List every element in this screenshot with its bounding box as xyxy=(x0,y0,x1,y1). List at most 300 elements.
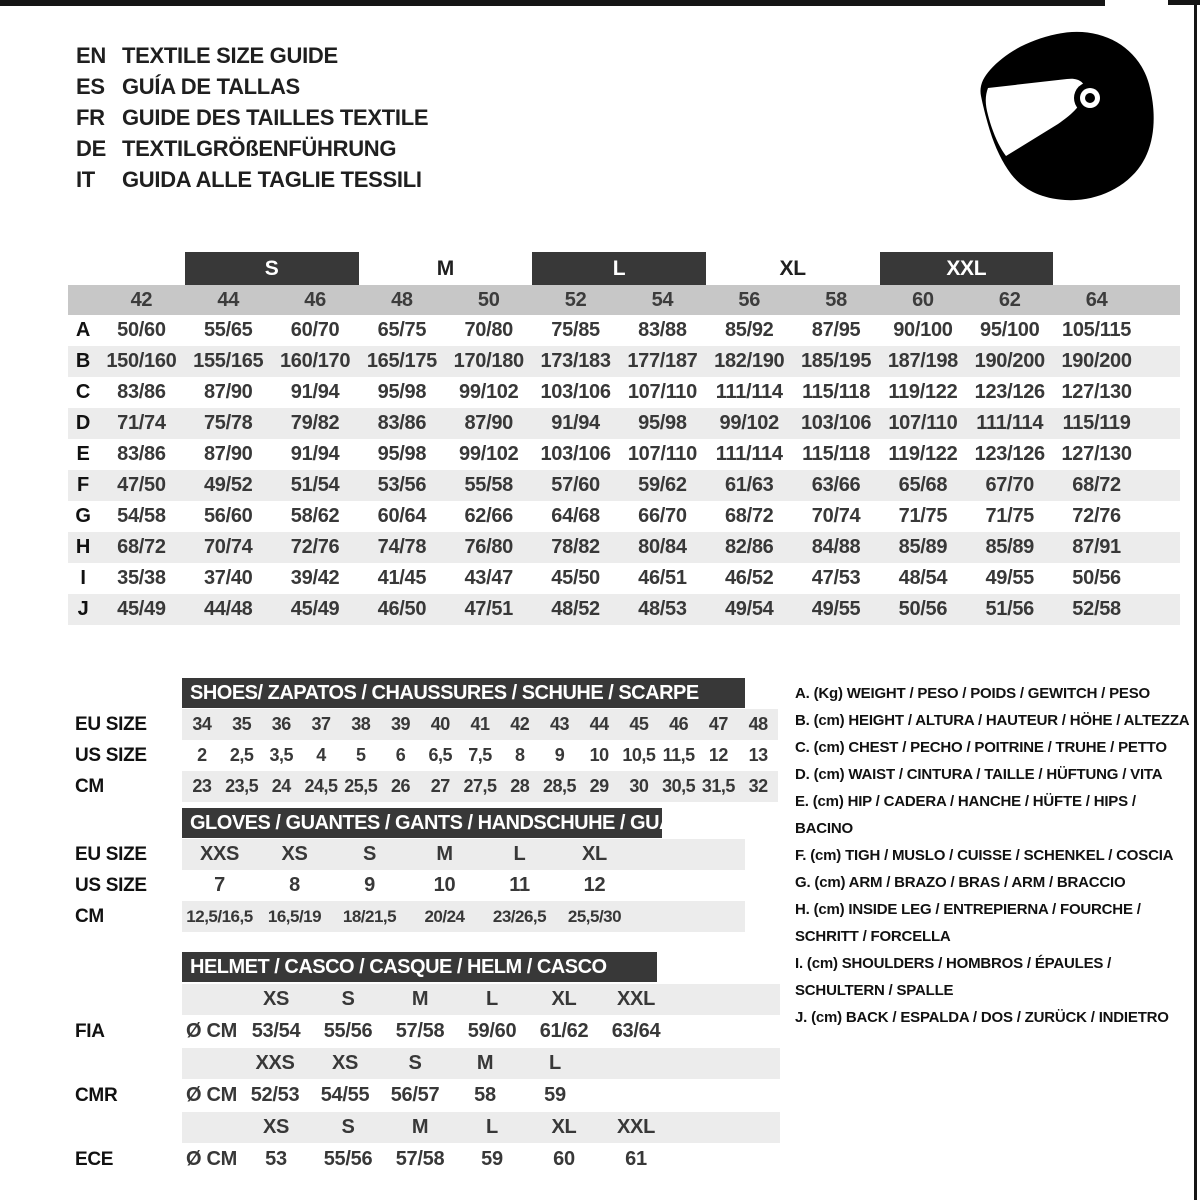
glove-size-cell: 8 xyxy=(289,874,300,896)
measurement-cell: 70/74 xyxy=(203,536,253,558)
gloves-us-size-label: US SIZE xyxy=(75,874,147,896)
shoes-us-row xyxy=(182,740,778,771)
shoe-size-cell: 30,5 xyxy=(662,776,696,796)
measurement-cell: 46/50 xyxy=(377,598,427,620)
glove-size-cell: 20/24 xyxy=(424,906,465,926)
helmet-size-cell: XL xyxy=(551,1116,577,1138)
measurement-cell: 67/70 xyxy=(985,474,1035,496)
shoes-cm-label: CM xyxy=(75,775,104,797)
measurement-rows xyxy=(68,315,1180,625)
measurement-cell: 66/70 xyxy=(638,505,687,527)
row-cells xyxy=(98,408,1140,439)
helmet-value-cell: 57/58 xyxy=(395,1020,445,1042)
helmet-ece-sizes-row xyxy=(182,1112,780,1143)
glove-size-cell: S xyxy=(362,843,377,865)
measurement-cell: 52/58 xyxy=(1072,598,1121,620)
language-code: ES xyxy=(76,74,105,99)
measurement-cell: 127/130 xyxy=(1061,443,1132,465)
glove-size-cell: 25,5/30 xyxy=(567,906,622,926)
fia-standard-label: FIA xyxy=(75,1020,105,1042)
guide-title: GUIDE DES TAILLES TEXTILE xyxy=(122,105,429,130)
measurement-cell: 60/70 xyxy=(290,319,340,341)
shoe-size-cell: 43 xyxy=(549,714,569,734)
measurement-cell: 58/62 xyxy=(290,505,340,527)
shoe-size-cell: 24,5 xyxy=(304,776,338,796)
measurement-cell: 71/75 xyxy=(985,505,1035,527)
shoe-size-cell: 7,5 xyxy=(468,745,492,765)
legend-item: B. (cm) HEIGHT / ALTURA / HAUTEUR / HÖHE / ALTEZZA xyxy=(795,712,1190,729)
gloves-section-title: GLOVES / GUANTES / GANTS / HANDSCHUHE / GUANTI xyxy=(182,808,662,838)
helmet-size-cell: XXL xyxy=(617,1116,655,1138)
size-number: 48 xyxy=(391,288,413,311)
measurement-cell: 62/66 xyxy=(464,505,514,527)
shoes-eu-row xyxy=(182,709,778,740)
measurement-cell: 72/76 xyxy=(1072,505,1121,527)
measurement-cell: 55/65 xyxy=(203,319,253,341)
shoe-size-cell: 25,5 xyxy=(344,776,378,796)
row-label: A xyxy=(75,319,91,341)
measurement-cell: 48/52 xyxy=(551,598,600,620)
shoe-size-cell: 37 xyxy=(311,714,331,734)
racing-helmet-icon xyxy=(975,28,1160,208)
size-number: 64 xyxy=(1085,288,1108,311)
language-row xyxy=(76,102,428,133)
measurement-cell: 55/58 xyxy=(464,474,514,496)
language-row xyxy=(76,133,428,164)
helmet-value-cell: 56/57 xyxy=(390,1084,440,1106)
size-number: 52 xyxy=(564,288,587,311)
shoe-size-cell: 26 xyxy=(391,776,411,796)
shoe-size-cell: 39 xyxy=(391,714,411,734)
row-cells xyxy=(98,346,1140,377)
measurement-cell: 35/38 xyxy=(117,567,166,589)
measurement-cell: 46/51 xyxy=(638,567,687,589)
fia-size-cells xyxy=(240,984,780,1015)
ece-value-cells xyxy=(240,1144,780,1175)
helmet-size-cell: L xyxy=(486,1116,498,1138)
measurement-cell: 87/90 xyxy=(203,443,253,465)
measurement-cell: 115/118 xyxy=(802,381,871,403)
shoe-size-cell: 12 xyxy=(708,745,728,765)
measurement-cell: 75/78 xyxy=(203,412,253,434)
measurement-cell: 91/94 xyxy=(290,443,340,465)
size-group-m: M xyxy=(436,256,454,280)
measurement-cell: 155/165 xyxy=(193,350,264,372)
helmet-value-cell: 63/64 xyxy=(611,1020,661,1042)
glove-size-cell: 23/26,5 xyxy=(492,906,547,926)
row-label: E xyxy=(76,443,90,465)
language-row xyxy=(76,71,428,102)
measurement-cell: 84/88 xyxy=(811,536,861,558)
row-label: B xyxy=(75,350,91,372)
shoe-size-cell: 28 xyxy=(510,776,530,796)
table-row xyxy=(68,532,1180,563)
measurement-cell: 45/49 xyxy=(290,598,340,620)
measurement-cell: 48/53 xyxy=(638,598,687,620)
table-row xyxy=(68,315,1180,346)
shoe-size-cell: 34 xyxy=(192,714,212,734)
legend-item: G. (cm) ARM / BRAZO / BRAS / ARM / BRACCIO xyxy=(795,874,1126,891)
size-number: 56 xyxy=(738,288,761,311)
measurement-cell: 99/102 xyxy=(719,412,779,434)
gloves-cm-row xyxy=(182,901,745,932)
size-group-l: L xyxy=(532,252,706,285)
measurement-cell: 87/90 xyxy=(203,381,253,403)
gloves-us-cells xyxy=(182,870,745,901)
ece-size-cells xyxy=(240,1112,780,1143)
shoe-size-cell: 6,5 xyxy=(428,745,453,765)
table-row xyxy=(68,563,1180,594)
measurement-cell: 91/94 xyxy=(551,412,600,434)
table-row xyxy=(68,408,1180,439)
shoe-size-cell: 36 xyxy=(271,714,291,734)
shoe-size-cell: 38 xyxy=(351,714,371,734)
measurement-cell: 68/72 xyxy=(117,536,166,558)
row-label: J xyxy=(77,598,89,620)
measurement-cell: 76/80 xyxy=(464,536,514,558)
language-row xyxy=(76,40,428,71)
measurement-cell: 51/56 xyxy=(985,598,1035,620)
glove-size-cell: XL xyxy=(582,843,607,865)
legend-item: A. (Kg) WEIGHT / PESO / POIDS / GEWITCH / PESO xyxy=(795,685,1150,702)
table-row xyxy=(68,594,1180,625)
measurement-cell: 95/98 xyxy=(377,443,427,465)
shoe-size-cell: 10,5 xyxy=(622,745,656,765)
row-cells xyxy=(98,563,1140,594)
table-row xyxy=(68,439,1180,470)
measurement-cell: 119/122 xyxy=(888,381,958,403)
size-group-header xyxy=(68,252,1180,285)
shoes-eu-cells xyxy=(182,709,778,740)
measurement-cell: 190/200 xyxy=(1061,350,1132,372)
shoe-size-cell: 9 xyxy=(554,745,565,765)
measurement-cell: 107/110 xyxy=(627,381,697,403)
gloves-us-row xyxy=(182,870,745,901)
helmet-size-cell: XS xyxy=(331,1052,359,1074)
measurement-cell: 39/42 xyxy=(290,567,340,589)
measurement-cell: 75/85 xyxy=(551,319,600,341)
shoe-size-cell: 8 xyxy=(514,745,525,765)
legend-item: E. (cm) HIP / CADERA / HANCHE / HÜFTE / HIPS / BACINO xyxy=(795,793,1136,837)
measurement-cell: 65/68 xyxy=(898,474,948,496)
helmet-value-cell: 60 xyxy=(553,1148,575,1170)
measurement-cell: 91/94 xyxy=(290,381,340,403)
size-number-cells xyxy=(98,285,1140,315)
shoe-size-cell: 2 xyxy=(197,745,207,765)
shoe-size-cell: 29 xyxy=(589,776,609,796)
shoe-size-cell: 4 xyxy=(316,745,326,765)
measurement-cell: 83/86 xyxy=(117,443,166,465)
helmet-value-cell: 61/62 xyxy=(539,1020,589,1042)
language-code: EN xyxy=(76,43,106,68)
measurement-cell: 103/106 xyxy=(540,443,611,465)
measurement-cell: 44/48 xyxy=(203,598,253,620)
measurement-cell: 111/114 xyxy=(715,381,783,403)
measurement-cell: 87/95 xyxy=(811,319,861,341)
measurement-cell: 107/110 xyxy=(627,443,697,465)
shoe-size-cell: 10 xyxy=(589,745,609,765)
measurement-cell: 80/84 xyxy=(638,536,687,558)
cmr-unit-label: Ø CM xyxy=(186,1084,238,1106)
measurement-legend xyxy=(795,680,1195,1031)
measurement-cell: 71/74 xyxy=(117,412,166,434)
measurement-cell: 63/66 xyxy=(811,474,861,496)
language-title-list xyxy=(76,40,428,195)
measurement-cell: 50/56 xyxy=(1072,567,1121,589)
table-row xyxy=(68,377,1180,408)
table-row xyxy=(68,501,1180,532)
shoe-size-cell: 30 xyxy=(629,776,649,796)
gloves-eu-row xyxy=(182,839,745,870)
measurement-cell: 53/56 xyxy=(377,474,427,496)
guide-title: TEXTILE SIZE GUIDE xyxy=(122,43,338,68)
helmet-ece-values-row xyxy=(182,1144,780,1175)
measurement-cell: 60/64 xyxy=(377,505,427,527)
measurement-cell: 170/180 xyxy=(453,350,524,372)
measurement-cell: 45/50 xyxy=(551,567,600,589)
size-number: 60 xyxy=(912,288,934,311)
measurement-cell: 64/68 xyxy=(551,505,600,527)
legend-item: C. (cm) CHEST / PECHO / POITRINE / TRUHE / PETTO xyxy=(795,739,1167,756)
helmet-size-cell: S xyxy=(408,1052,422,1074)
shoes-us-size-label: US SIZE xyxy=(75,744,147,766)
measurement-cell: 107/110 xyxy=(888,412,958,434)
measurement-cell: 127/130 xyxy=(1061,381,1132,403)
measurement-cell: 165/175 xyxy=(366,350,438,372)
gloves-cm-cells xyxy=(182,901,745,932)
measurement-cell: 56/60 xyxy=(203,505,253,527)
language-row xyxy=(76,164,428,195)
helmet-section-title: HELMET / CASCO / CASQUE / HELM / CASCO xyxy=(182,952,657,982)
measurement-cell: 103/106 xyxy=(540,381,611,403)
language-code: DE xyxy=(76,136,106,161)
language-code: IT xyxy=(76,167,95,192)
shoes-cm-cells xyxy=(182,771,778,802)
helmet-size-cell: M xyxy=(411,988,429,1010)
helmet-size-cell: M xyxy=(476,1052,494,1074)
measurement-cell: 150/160 xyxy=(106,350,177,372)
helmet-value-cell: 54/55 xyxy=(320,1084,370,1106)
shoe-size-cell: 32 xyxy=(748,776,768,796)
measurement-cell: 115/119 xyxy=(1062,412,1131,434)
measurement-cell: 187/198 xyxy=(887,350,959,372)
helmet-value-cell: 59/60 xyxy=(467,1020,517,1042)
shoe-size-cell: 28,5 xyxy=(542,776,576,796)
legend-item: I. (cm) SHOULDERS / HOMBROS / ÉPAULES / SCHULTERN / SPALLE xyxy=(795,955,1112,999)
row-label: D xyxy=(75,412,91,434)
shoe-size-cell: 2,5 xyxy=(229,745,254,765)
measurement-cell: 123/126 xyxy=(974,381,1045,403)
measurement-cell: 49/55 xyxy=(985,567,1035,589)
measurement-cell: 111/114 xyxy=(976,412,1044,434)
measurement-cell: 105/115 xyxy=(1062,319,1132,341)
measurement-cell: 83/86 xyxy=(377,412,427,434)
helmet-size-cell: XS xyxy=(262,1116,290,1138)
shoe-size-cell: 24 xyxy=(271,776,291,796)
size-group-s: S xyxy=(185,252,359,285)
helmet-value-cell: 61 xyxy=(625,1148,647,1170)
measurement-cell: 160/170 xyxy=(279,350,351,372)
size-number: 46 xyxy=(304,288,326,311)
measurement-cell: 173/183 xyxy=(540,350,611,372)
measurement-cell: 79/82 xyxy=(290,412,340,434)
measurement-cell: 48/54 xyxy=(898,567,948,589)
shoe-size-cell: 11,5 xyxy=(662,745,695,765)
shoes-eu-size-label: EU SIZE xyxy=(75,713,147,735)
glove-size-cell: 12 xyxy=(583,874,606,896)
helmet-size-cell: S xyxy=(341,1116,355,1138)
measurement-cell: 83/88 xyxy=(638,319,687,341)
glove-size-cell: XXS xyxy=(199,843,240,865)
glove-size-cell: 11 xyxy=(509,874,530,896)
measurement-cell: 61/63 xyxy=(724,474,774,496)
helmet-value-cell: 59 xyxy=(544,1084,566,1106)
guide-title: GUÍA DE TALLAS xyxy=(122,74,300,99)
row-cells xyxy=(98,315,1140,346)
size-number: 58 xyxy=(825,288,847,311)
helmet-value-cell: 53/54 xyxy=(251,1020,301,1042)
shoes-us-cells xyxy=(182,740,778,771)
shoe-size-cell: 47 xyxy=(708,714,728,734)
shoe-size-cell: 6 xyxy=(395,745,406,765)
measurement-cell: 74/78 xyxy=(377,536,427,558)
helmet-size-cell: S xyxy=(341,988,355,1010)
measurement-cell: 59/62 xyxy=(638,474,687,496)
row-cells xyxy=(98,439,1140,470)
measurement-cell: 46/52 xyxy=(724,567,774,589)
measurement-cell: 50/60 xyxy=(117,319,166,341)
measurement-cell: 85/89 xyxy=(898,536,948,558)
shoe-size-cell: 31,5 xyxy=(701,776,735,796)
helmet-value-cell: 55/56 xyxy=(323,1020,373,1042)
shoe-size-cell: 5 xyxy=(356,745,366,765)
size-group-xl: XL xyxy=(779,256,806,280)
legend-item: F. (cm) TIGH / MUSLO / CUISSE / SCHENKEL / COSCIA xyxy=(795,847,1174,864)
helmet-size-cell: XXL xyxy=(617,988,655,1010)
measurement-cell: 90/100 xyxy=(893,319,953,341)
table-row xyxy=(68,346,1180,377)
helmet-size-cell: M xyxy=(411,1116,429,1138)
ece-standard-label: ECE xyxy=(75,1148,114,1170)
cmr-size-cells xyxy=(240,1048,780,1079)
shoe-size-cell: 45 xyxy=(629,714,649,734)
size-number: 50 xyxy=(477,288,500,311)
shoe-size-cell: 13 xyxy=(748,745,768,765)
helmet-value-cell: 55/56 xyxy=(323,1148,373,1170)
size-number: 44 xyxy=(217,288,240,311)
guide-title: TEXTILGRÖßENFÜHRUNG xyxy=(122,136,397,161)
shoes-section-title: SHOES/ ZAPATOS / CHAUSSURES / SCHUHE / SCARPE xyxy=(182,678,745,708)
measurement-cell: 177/187 xyxy=(627,350,698,372)
glove-size-cell: 18/21,5 xyxy=(342,906,397,926)
guide-title: GUIDA ALLE TAGLIE TESSILI xyxy=(122,167,422,192)
measurement-cell: 87/91 xyxy=(1072,536,1121,558)
glove-size-cell: 10 xyxy=(433,874,456,896)
measurement-cell: 47/53 xyxy=(811,567,861,589)
size-number-band xyxy=(68,285,1180,315)
measurement-cell: 119/122 xyxy=(888,443,958,465)
measurement-cell: 190/200 xyxy=(974,350,1045,372)
shoe-size-cell: 46 xyxy=(669,714,689,734)
measurement-cell: 49/55 xyxy=(811,598,861,620)
shoe-size-cell: 3,5 xyxy=(269,745,294,765)
measurement-cell: 99/102 xyxy=(459,443,519,465)
helmet-size-cell: XS xyxy=(262,988,290,1010)
row-cells xyxy=(98,501,1140,532)
measurement-cell: 57/60 xyxy=(551,474,600,496)
measurement-cell: 68/72 xyxy=(1072,474,1121,496)
measurement-cell: 82/86 xyxy=(724,536,774,558)
measurement-cell: 123/126 xyxy=(974,443,1045,465)
measurement-cell: 95/100 xyxy=(980,319,1040,341)
helmet-cmr-values-row xyxy=(182,1080,780,1111)
size-group-xxl: XXL xyxy=(880,252,1054,285)
gloves-eu-cells xyxy=(182,839,745,870)
glove-size-cell: 16,5/19 xyxy=(267,906,322,926)
glove-size-cell: 7 xyxy=(214,874,225,896)
measurement-cell: 182/190 xyxy=(714,350,785,372)
helmet-value-cell: 53 xyxy=(265,1148,287,1170)
shoe-size-cell: 44 xyxy=(589,714,609,734)
measurement-cell: 85/89 xyxy=(985,536,1035,558)
shoe-size-cell: 42 xyxy=(510,714,530,734)
shoes-cm-row xyxy=(182,771,778,802)
shoe-size-cell: 41 xyxy=(470,714,490,734)
measurement-cell: 83/86 xyxy=(117,381,166,403)
gloves-cm-label: CM xyxy=(75,905,104,927)
helmet-fia-sizes-row xyxy=(182,984,780,1015)
measurement-cell: 95/98 xyxy=(638,412,687,434)
measurement-cell: 70/80 xyxy=(464,319,514,341)
shoe-size-cell: 35 xyxy=(232,714,252,734)
row-label: F xyxy=(77,474,89,496)
gloves-eu-size-label: EU SIZE xyxy=(75,843,147,865)
measurement-cell: 115/118 xyxy=(802,443,871,465)
top-border xyxy=(0,0,1105,6)
measurement-cell: 71/75 xyxy=(898,505,948,527)
helmet-value-cell: 57/58 xyxy=(395,1148,445,1170)
measurement-cell: 95/98 xyxy=(377,381,427,403)
helmet-size-cell: L xyxy=(549,1052,561,1074)
fia-value-cells xyxy=(240,1016,780,1047)
helmet-value-cell: 59 xyxy=(481,1148,503,1170)
helmet-size-cell: XL xyxy=(551,988,577,1010)
textile-size-table xyxy=(68,252,1180,625)
row-label: H xyxy=(75,536,91,558)
measurement-cell: 47/50 xyxy=(117,474,166,496)
cmr-value-cells xyxy=(240,1080,780,1111)
size-number: 62 xyxy=(998,288,1021,311)
size-number: 54 xyxy=(651,288,674,311)
table-row xyxy=(68,470,1180,501)
row-cells xyxy=(98,532,1140,563)
measurement-cell: 85/92 xyxy=(724,319,774,341)
measurement-cell: 70/74 xyxy=(811,505,861,527)
helmet-cmr-sizes-row xyxy=(182,1048,780,1079)
helmet-fia-values-row xyxy=(182,1016,780,1047)
shoe-size-cell: 27,5 xyxy=(463,776,497,796)
shoe-size-cell: 40 xyxy=(430,714,450,734)
measurement-cell: 50/56 xyxy=(898,598,948,620)
helmet-value-cell: 52/53 xyxy=(250,1084,300,1106)
helmet-size-cell: L xyxy=(486,988,498,1010)
measurement-cell: 37/40 xyxy=(203,567,253,589)
glove-size-cell: L xyxy=(513,843,526,865)
row-label: C xyxy=(75,381,91,403)
legend-item: H. (cm) INSIDE LEG / ENTREPIERNA / FOURCHE / SCHRITT / FORCELLA xyxy=(795,901,1141,945)
measurement-cell: 72/76 xyxy=(290,536,340,558)
measurement-cell: 47/51 xyxy=(464,598,514,620)
